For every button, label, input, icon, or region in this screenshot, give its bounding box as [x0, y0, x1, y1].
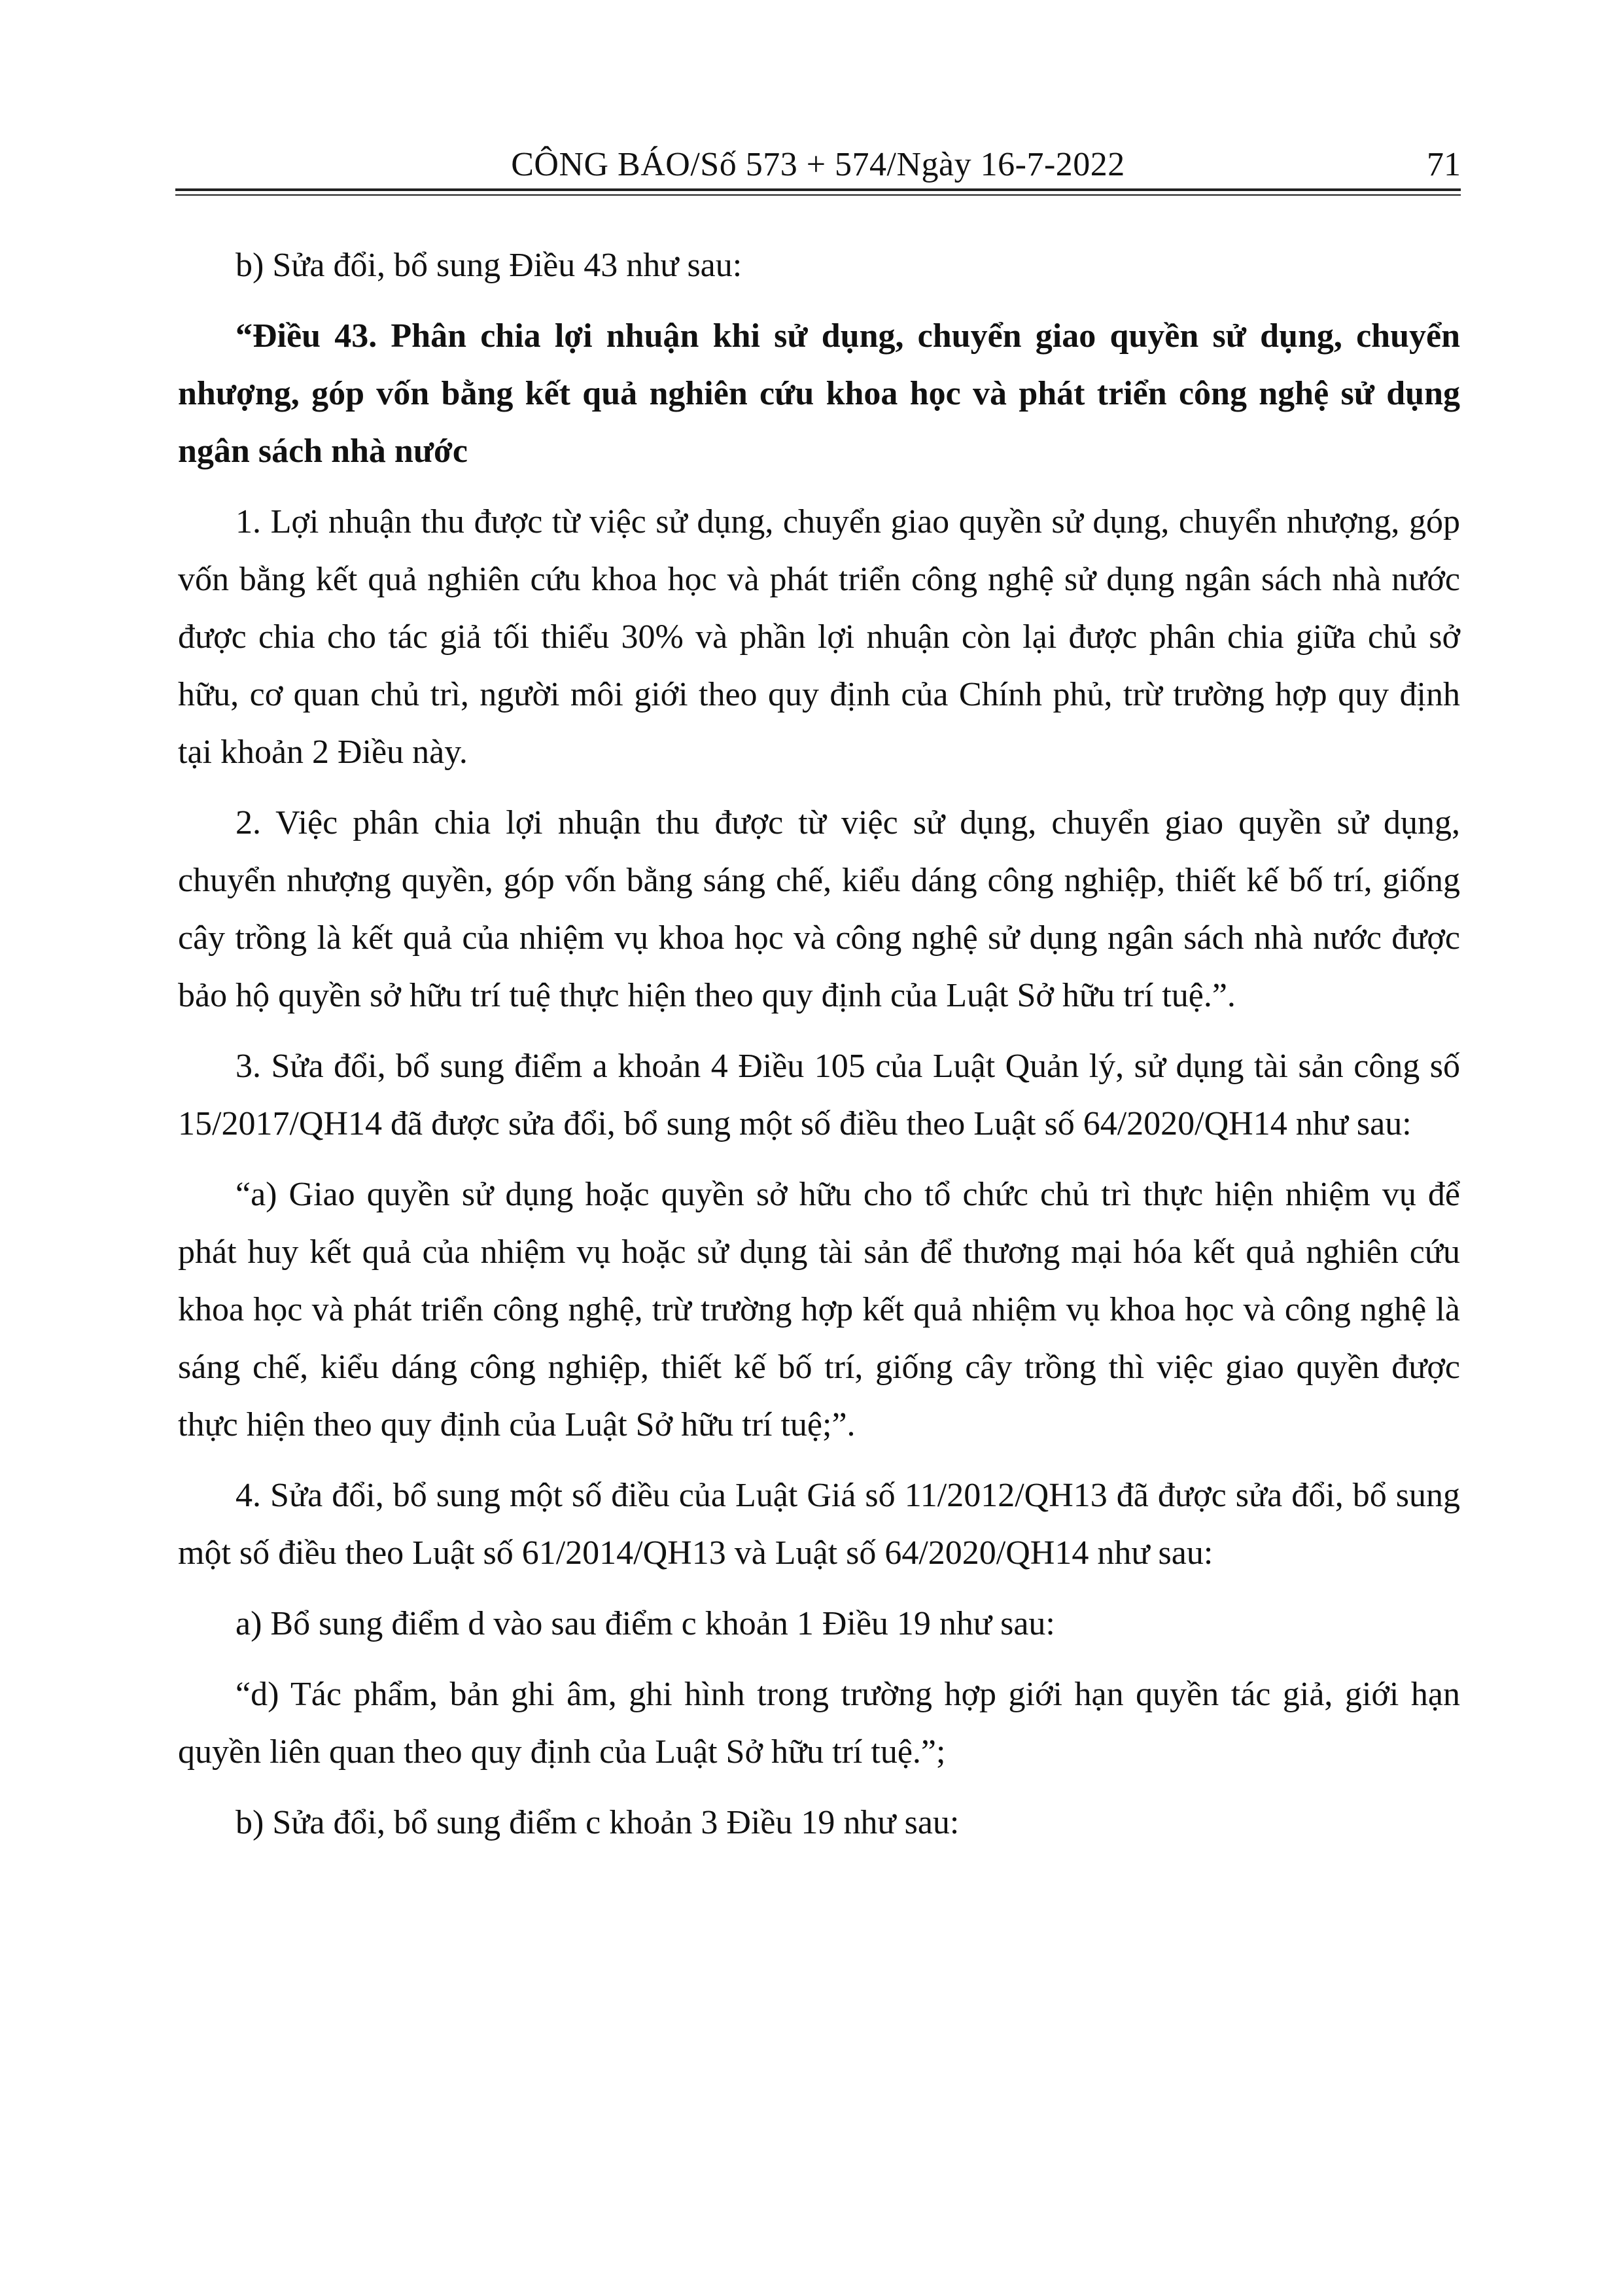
paragraph: “d) Tác phẩm, bản ghi âm, ghi hình trong trường hợp giới hạn quyền tác giả, giới hạn quyền liên quan theo quy định của Luật Sở hữu trí tuệ.”; [178, 1676, 1460, 1771]
header-rule-bottom [175, 194, 1461, 196]
header-rule-top [175, 188, 1461, 191]
page-header [175, 131, 1461, 196]
page-number: 71 [1427, 146, 1461, 183]
paragraph: 4. Sửa đổi, bổ sung một số điều của Luật Giá số 11/2012/QH13 đã được sửa đổi, bổ sung một số điều theo Luật số 61/2014/QH13 và Luật số 64/2020/QH14 như sau: [178, 1477, 1460, 1572]
paragraph: 1. Lợi nhuận thu được từ việc sử dụng, chuyển giao quyền sử dụng, chuyển nhượng, góp vốn bằng kết quả nghiên cứu khoa học và phát triển công nghệ sử dụng ngân sách nhà nước được chia cho tác giả tối thiểu 30% và phần lợi nhuận còn lại được phân chia giữa chủ sở hữu, cơ quan chủ trì, người môi giới theo quy định của Chính phủ, trừ trường hợp quy định tại khoản 2 Điều này. [178, 503, 1460, 771]
paragraph: “a) Giao quyền sử dụng hoặc quyền sở hữu cho tổ chức chủ trì thực hiện nhiệm vụ để phát huy kết quả của nhiệm vụ hoặc sử dụng tài sản để thương mại hóa kết quả nghiên cứu khoa học và phát triển công nghệ, trừ trường hợp kết quả nhiệm vụ khoa học và công nghệ là sáng chế, kiểu dáng công nghiệp, thiết kế bố trí, giống cây trồng thì việc giao quyền được thực hiện theo quy định của Luật Sở hữu trí tuệ;”. [178, 1176, 1460, 1443]
paragraph: 3. Sửa đổi, bổ sung điểm a khoản 4 Điều 105 của Luật Quản lý, sử dụng tài sản công số 15/2017/QH14 đã được sửa đổi, bổ sung một số điều theo Luật số 64/2020/QH14 như sau: [178, 1048, 1460, 1142]
gazette-header-title: CÔNG BÁO/Số 573 + 574/Ngày 16-7-2022 [511, 146, 1125, 183]
paragraph: 2. Việc phân chia lợi nhuận thu được từ việc sử dụng, chuyển giao quyền sử dụng, chuyển nhượng quyền, góp vốn bằng sáng chế, kiểu dáng công nghiệp, thiết kế bố trí, giống cây trồng là kết quả của nhiệm vụ khoa học và công nghệ sử dụng ngân sách nhà nước được bảo hộ quyền sở hữu trí tuệ thực hiện theo quy định của Luật Sở hữu trí tuệ.”. [178, 804, 1460, 1014]
paragraph: a) Bổ sung điểm d vào sau điểm c khoản 1 Điều 19 như sau: [236, 1605, 1055, 1642]
article-heading: “Điều 43. Phân chia lợi nhuận khi sử dụng, chuyển giao quyền sử dụng, chuyển nhượng, góp vốn bằng kết quả nghiên cứu khoa học và phát triển công nghệ sử dụng ngân sách nhà nước [178, 317, 1460, 470]
paragraph: b) Sửa đổi, bổ sung điểm c khoản 3 Điều 19 như sau: [236, 1804, 960, 1841]
document-body [178, 237, 1460, 1865]
paragraph: b) Sửa đổi, bổ sung Điều 43 như sau: [236, 247, 742, 284]
